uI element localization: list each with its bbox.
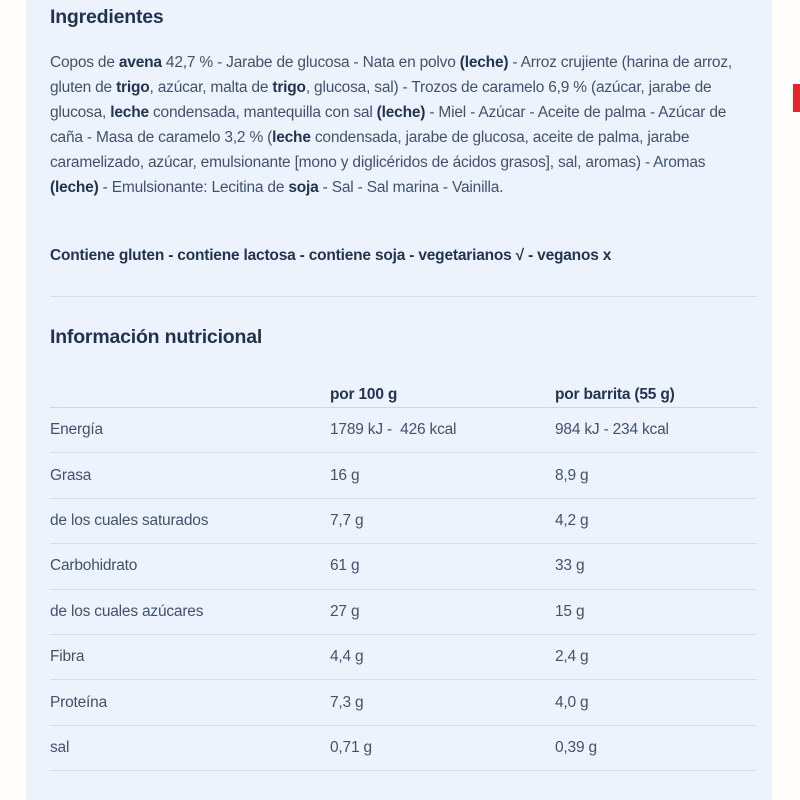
header-col-per-100g: por 100 g <box>330 386 398 403</box>
table-row <box>50 680 757 725</box>
table-row <box>50 635 757 680</box>
ingredient-segment: 42,7 % - Jarabe de glucosa - Nata en polvo <box>161 54 460 71</box>
row-per-100g: 0,71 g <box>330 738 372 756</box>
ingredient-segment: - Sal - Sal marina - Vainilla. <box>318 179 504 196</box>
ingredient-segment: Copos de <box>50 54 119 71</box>
row-label: Grasa <box>50 466 92 484</box>
row-label: sal <box>50 738 70 756</box>
row-per-100g: 4,4 g <box>330 648 364 666</box>
row-per-100g: 1789 kJ - 426 kcal <box>330 421 457 439</box>
row-per-100g: 27 g <box>330 602 360 620</box>
nutrition-table <box>50 383 757 771</box>
row-per-100g: 16 g <box>330 466 360 484</box>
clipped-red-element <box>793 84 800 112</box>
nutrition-title: Información nutricional <box>50 326 263 348</box>
row-per-100g: 7,3 g <box>330 693 364 711</box>
row-per-bar: 2,4 g <box>555 648 589 666</box>
ingredient-segment: leche <box>272 129 311 146</box>
row-per-100g: 61 g <box>330 557 360 575</box>
ingredient-segment: - Miel - Azúcar - Aceite de palma - Azúcar de caña - Masa de caramelo 3,2 % ( <box>50 104 727 146</box>
row-per-bar: 4,0 g <box>555 693 589 711</box>
table-row <box>50 453 757 498</box>
row-label: de los cuales azúcares <box>50 602 204 620</box>
ingredient-segment: - Emulsionante: Lecitina de <box>98 179 289 196</box>
row-label: Fibra <box>50 648 85 666</box>
section-divider <box>50 296 757 297</box>
ingredient-segment: leche <box>110 104 149 121</box>
ingredient-segment: condensada, jarabe de glucosa, aceite de palma, jarabe caramelizado, azúcar, emulsionante [mono y diglicéridos de ácidos grasos], sal, aromas) - Aromas <box>50 129 706 171</box>
ingredient-segment: condensada, mantequilla con sal <box>148 104 377 121</box>
row-per-bar: 984 kJ - 234 kcal <box>555 421 669 439</box>
row-label: Proteína <box>50 693 107 711</box>
table-row <box>50 726 757 771</box>
nutrition-table-body <box>50 408 757 771</box>
row-label: Energía <box>50 421 103 439</box>
row-per-100g: 7,7 g <box>330 511 364 529</box>
ingredient-segment: trigo <box>272 79 306 96</box>
ingredient-segment: soja <box>288 179 319 196</box>
row-label: de los cuales saturados <box>50 511 209 529</box>
product-info-panel <box>26 0 772 800</box>
ingredients-title: Ingredientes <box>50 6 164 28</box>
row-per-bar: 0,39 g <box>555 738 597 756</box>
ingredients-text <box>50 50 757 200</box>
row-per-bar: 33 g <box>555 557 585 575</box>
ingredient-segment: trigo <box>116 79 150 96</box>
row-per-bar: 8,9 g <box>555 466 589 484</box>
table-row <box>50 408 757 453</box>
ingredient-segment: , glucosa, sal) - Trozos de caramelo 6,9 % (azúcar, jarabe de glucosa, <box>50 79 712 121</box>
ingredient-segment: , azúcar, malta de <box>149 79 273 96</box>
row-per-bar: 15 g <box>555 602 585 620</box>
table-row <box>50 590 757 635</box>
ingredient-segment: (leche) <box>459 54 509 71</box>
row-per-bar: 4,2 g <box>555 511 589 529</box>
ingredient-segment: (leche) <box>50 179 99 196</box>
table-row <box>50 544 757 589</box>
ingredient-segment: (leche) <box>376 104 426 121</box>
allergen-line: Contiene gluten - contiene lactosa - contiene soja - vegetarianos √ - veganos x <box>50 247 612 264</box>
header-col-per-bar: por barrita (55 g) <box>555 386 675 403</box>
nutrition-table-header-row <box>50 383 757 408</box>
ingredient-segment: - Arroz crujiente (harina de arroz, gluten de <box>50 54 733 96</box>
row-label: Carbohidrato <box>50 557 138 575</box>
table-row <box>50 499 757 544</box>
ingredient-segment: avena <box>118 54 162 71</box>
